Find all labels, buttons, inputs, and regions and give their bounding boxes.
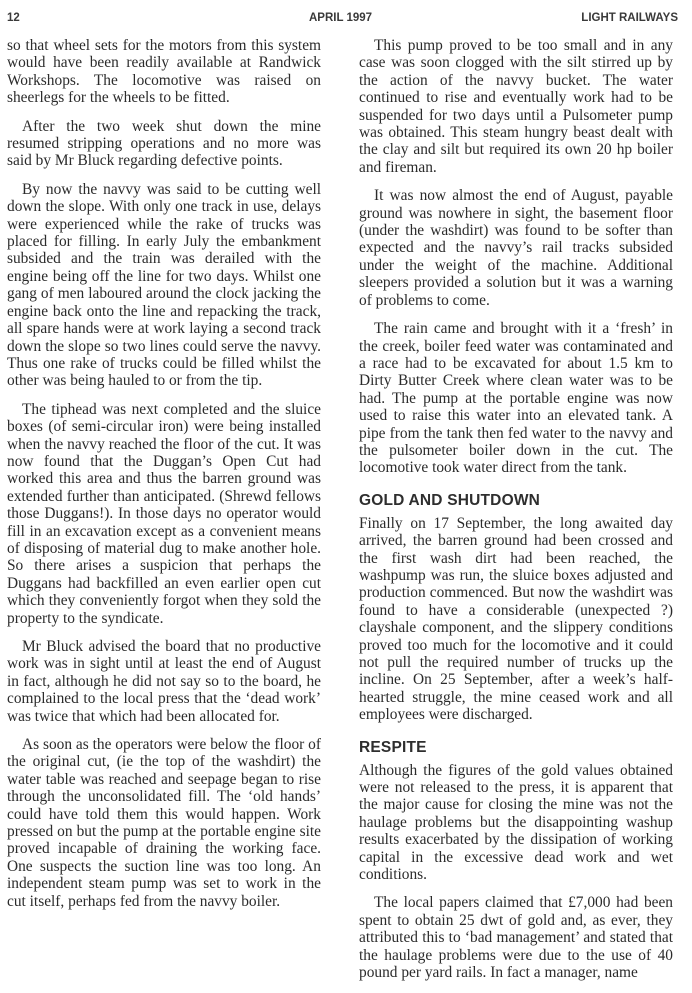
publication-title: LIGHT RAILWAYS — [581, 12, 678, 24]
section-heading-gold-and-shutdown: GOLD AND SHUTDOWN — [359, 491, 541, 509]
right-column — [359, 37, 673, 993]
paragraph: This pump proved to be too small and in any case was soon clogged with the silt stirred up by the action of the navvy bucket. The water continued to rise and eventually work had to be suspended for two days until a Pulsometer pump was obtained. This steam hungry beast dealt with the clay and silt but required its own 20 hp boiler and fireman. — [359, 37, 673, 176]
paragraph: As soon as the operators were below the floor of the original cut, (ie the top of the washdirt) the water table was reached and seepage began to rise through the unconsolidated fill. The ‘old hands’ could have told them this would happen. Work pressed on but the pump at the portable engine site proved incapable of draining the working face. One suspects the suction line was too long. An independent steam pump was set to work in the cut itself, perhaps fed from the navvy boiler. — [7, 736, 321, 910]
paragraph: After the two week shut down the mine resumed stripping operations and no more was said by Mr Bluck regarding defective points. — [7, 117, 321, 170]
paragraph: Although the figures of the gold values obtained were not released to the press, it is apparent that the major cause for closing the mine was not the haulage problems but the disappointing washup results exacerbated by the dissipation of working capital in the excessive dead work and wet conditions. — [359, 761, 673, 884]
paragraph: By now the navvy was said to be cutting well down the slope. With only one track in use, delays were experienced while the rake of trucks was placed for filling. In early July the embankment subsided and the train was derailed with the engine being off the line for two days. Whilst one gang of men laboured around the clock jacking the engine back onto the line and repacking the track, all spare hands were at work laying a second track down the slope so two lines could serve the navvy. Thus one rake of trucks could be filled whilst the other was being hauled to or from the tip. — [7, 180, 321, 390]
page-header — [0, 12, 692, 28]
page-number: 12 — [7, 12, 20, 24]
paragraph: The local papers claimed that £7,000 had been spent to obtain 25 dwt of gold and, as ever, they attributed this to ‘bad management’ and stated that the haulage problems were due to the use of 40 pound per yard rails. In fact a manager, name — [359, 894, 673, 982]
paragraph: The tiphead was next completed and the sluice boxes (of semi-circular iron) were being installed when the navvy reached the floor of the cut. It was now found that the Duggan’s Open Cut had worked this area and thus the barren ground was extended further than anticipated. (Shrewd fellows those Duggans!). In those days no operator would fill in an excavation except as a convenient means of disposing of material dug to make another hole. So there arises a suspicion that perhaps the Duggans had backfilled an even earlier open cut which they conveniently forgot when they sold the property to the syndicate. — [7, 400, 321, 627]
paragraph: The rain came and brought with it a ‘fresh’ in the creek, boiler feed water was contaminated and a race had to be excavated for about 1.5 km to Dirty Butter Creek where clean water was to be had. The pump at the portable engine was now used to raise this water into an elevated tank. A pipe from the tank then fed water to the navvy and the pulsometer boiler down in the cut. The locomotive took water direct from the tank. — [359, 320, 673, 477]
section-heading-respite: RESPITE — [359, 738, 427, 756]
paragraph: Mr Bluck advised the board that no productive work was in sight until at least the end of August in fact, although he did not say so to the board, he complained to the local press that the ‘dead work’ was twice that which had been allocated for. — [7, 638, 321, 725]
issue-date: APRIL 1997 — [309, 12, 373, 24]
paragraph: so that wheel sets for the motors from this system would have been readily available at Randwick Workshops. The locomotive was raised on sheerlegs for the wheels to be fitted. — [7, 37, 321, 107]
paragraph: It was now almost the end of August, payable ground was nowhere in sight, the basement floor (under the washdirt) was found to be softer than expected and the navvy’s rail tracks subsided under the weight of the machine. Additional sleepers provided a solution but it was a warning of problems to come. — [359, 187, 673, 309]
paragraph: Finally on 17 September, the long awaited day arrived, the barren ground had been crossed and the first wash dirt had been reached, the washpump was run, the sluice boxes adjusted and production commenced. But now the washdirt was found to have a considerable (unexpected ?) clayshale component, and the slippery conditions proved too much for the locomotive and it could not pull the required number of trucks up the incline. On 25 September, after a week’s half-hearted struggle, the mine ceased work and all employees were discharged. — [359, 514, 673, 724]
left-column — [7, 37, 321, 921]
